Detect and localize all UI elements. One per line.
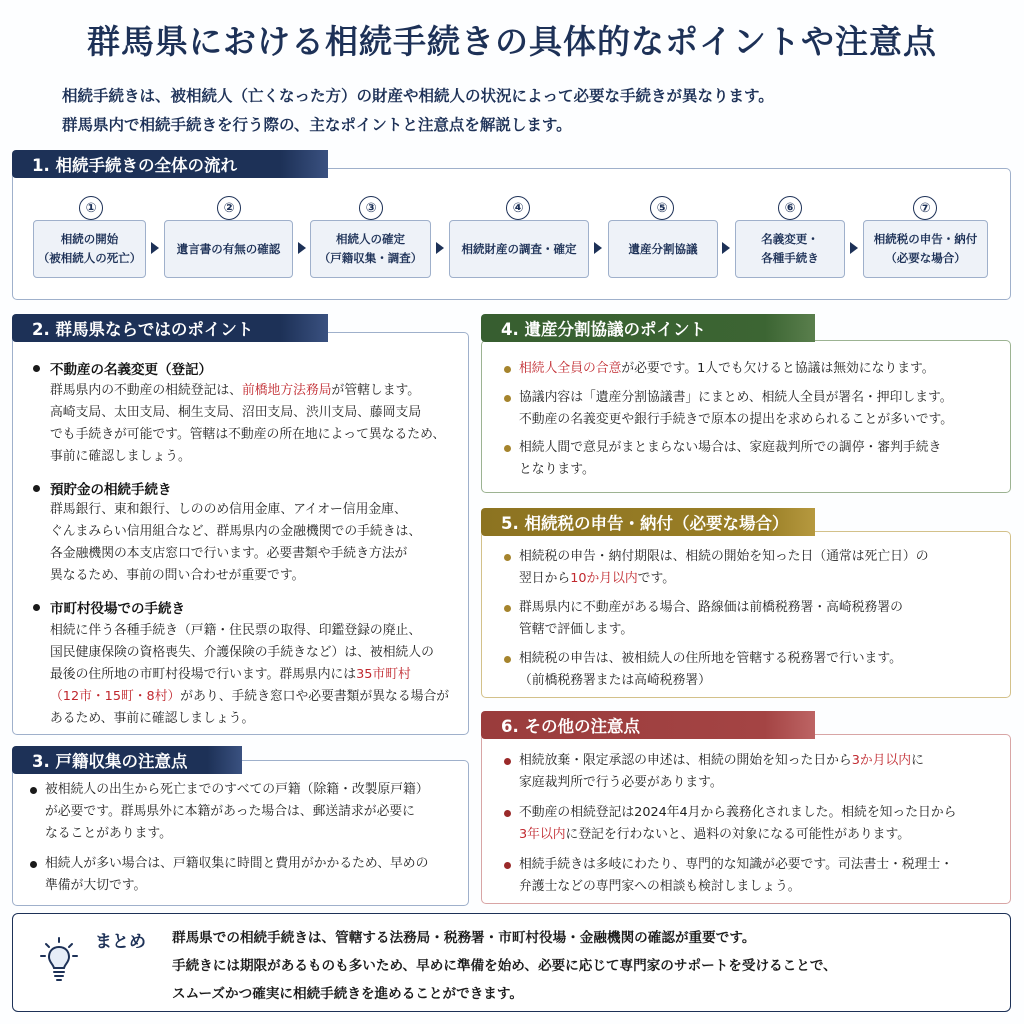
summary-text: 群馬県での相続手続きは、管轄する法務局・税務署・市町村役場・金融機関の確認が重要です。 手続きには期限があるものも多いため、早めに準備を始め、必要に応じて専門家のサポートを受けることで、 スムーズかつ確実に相続手続きを進めることができます。: [172, 930, 837, 1002]
tax-item-3: 相続税の申告は、被相続人の住所地を管轄する税務署で行います。 （前橋税務署または高崎税務署）: [519, 651, 902, 688]
step-label: 相続人の確定: [336, 232, 405, 246]
bullet-icon: [504, 366, 511, 373]
step-label: 遺産分割協議: [628, 241, 698, 256]
step-sublabel: 各種手続き: [761, 251, 819, 265]
step-sublabel: （被相続人の死亡）: [37, 251, 142, 265]
lightbulb-icon: [40, 937, 78, 985]
cityhall-title: 市町村役場での手続き: [50, 601, 185, 617]
bullet-icon: [504, 810, 511, 817]
step-label: 相続税の申告・納付: [873, 232, 978, 246]
intro-line-2: 群馬県内で相続手続きを行う際の、主なポイントと注意点を解説します。: [62, 116, 572, 134]
isan-item-3: 相続人間で意見がまとまらない場合は、家庭裁判所での調停・審判手続き となります。: [519, 440, 942, 477]
arrow-right-icon: [594, 242, 602, 254]
other-header: 6. その他の注意点: [481, 711, 815, 739]
step-number: ⑤: [650, 196, 674, 220]
flow-step-5: [608, 220, 718, 278]
flow-step-1: [33, 220, 146, 278]
step-sublabel: （必要な場合）: [885, 251, 966, 265]
page-title: 群馬県における相続手続きの具体的なポイントや注意点: [87, 22, 937, 61]
step-number: ②: [217, 196, 241, 220]
step-number: ③: [359, 196, 383, 220]
arrow-right-icon: [850, 242, 858, 254]
bullet-icon: [504, 395, 511, 402]
bullet-icon: [504, 605, 511, 612]
bullet-icon: [504, 656, 511, 663]
intro-line-1: 相続手続きは、被相続人（亡くなった方）の財産や相続人の状況によって必要な手続きが異なります。: [62, 87, 774, 105]
step-number: ⑥: [778, 196, 802, 220]
step-label: 相続の開始: [60, 232, 119, 246]
bullet-icon: [504, 445, 511, 452]
cityhall-text: 相続に伴う各種手続き（戸籍・住民票の取得、印鑑登録の廃止、 国民健康保険の資格喪失、介護保険の手続きなど）は、被相続人の 最後の住所地の市町村役場で行います。群馬県内には35市町村 （12市・15町・8村）があり、手続き窓口や必要書類が異なる場合が あるため、事前に確認しましょう。: [50, 623, 450, 726]
bullet-icon: [30, 787, 37, 794]
step-label: 遺言書の有無の確認: [176, 241, 281, 256]
deposit-text: 群馬銀行、東和銀行、しののめ信用金庫、アイオー信用金庫、 ぐんまみらい信用組合など、群馬県内の金融機関での手続きは、 各金融機関の本支店窓口で行います。必要書類や手続き方法が 異なるため、事前の問い合わせが重要です。: [50, 502, 422, 583]
other-item-2: 不動産の相続登記は2024年4月から義務化されました。相続を知った日から 3年以内に登記を行わないと、過料の対象になる可能性があります。: [519, 805, 957, 842]
tax-header: 5. 相続税の申告・納付（必要な場合）: [481, 508, 815, 536]
summary-label: まとめ: [95, 932, 146, 952]
isan-header: 4. 遺産分割協議のポイント: [481, 314, 815, 342]
isan-item-1: 相続人全員の合意が必要です。1人でも欠けると協議は無効になります。: [519, 361, 935, 376]
step-number: ①: [79, 196, 103, 220]
bullet-icon: [504, 758, 511, 765]
flow-step-4: [449, 220, 589, 278]
arrow-right-icon: [436, 242, 444, 254]
tax-item-2: 群馬県内に不動産がある場合、路線価は前橋税務署・高崎税務署の 管轄で評価します。: [519, 600, 903, 637]
bullet-icon: [504, 862, 511, 869]
step-number: ⑦: [913, 196, 937, 220]
arrow-right-icon: [151, 242, 159, 254]
realestate-text: 群馬県内の不動産の相続登記は、前橋地方法務局が管轄します。 高崎支局、太田支局、桐生支局、沼田支局、渋川支局、藤岡支局 でも手続きが可能です。管轄は不動産の所在地によって異なるため、 事前に確認しましょう。: [50, 383, 446, 464]
arrow-right-icon: [298, 242, 306, 254]
bullet-icon: [33, 365, 40, 372]
step-sublabel: （戸籍収集・調査）: [318, 251, 423, 265]
other-item-3: 相続手続きは多岐にわたり、専門的な知識が必要です。司法書士・税理士・ 弁護士などの専門家への相談も検討しましょう。: [519, 857, 954, 894]
flow-step-6: [735, 220, 845, 278]
koseki-item-1: 被相続人の出生から死亡までのすべての戸籍（除籍・改製原戸籍） が必要です。群馬県外に本籍があった場合は、郵送請求が必要に なることがあります。: [45, 782, 429, 841]
flow-step-2: [164, 220, 293, 278]
flow-step-7: [863, 220, 988, 278]
step-number: ④: [506, 196, 530, 220]
gunma-header: 2. 群馬県ならではのポイント: [12, 314, 328, 342]
tax-item-1: 相続税の申告・納付期限は、相続の開始を知った日（通常は死亡日）の 翌日から10か月以内です。: [519, 549, 929, 586]
koseki-item-2: 相続人が多い場合は、戸籍収集に時間と費用がかかるため、早めの 準備が大切です。: [45, 856, 429, 893]
bullet-icon: [33, 485, 40, 492]
flow-step-3: [310, 220, 431, 278]
step-label: 名義変更・: [761, 232, 819, 246]
flow-header: 1. 相続手続きの全体の流れ: [12, 150, 328, 178]
isan-item-2: 協議内容は「遺産分割協議書」にまとめ、相続人全員が署名・押印します。 不動産の名義変更や銀行手続きで原本の提出を求められることが多いです。: [519, 390, 954, 427]
bullet-icon: [33, 604, 40, 611]
realestate-title: 不動産の名義変更（登記）: [50, 362, 212, 378]
step-label: 相続財産の調査・確定: [461, 241, 577, 256]
bullet-icon: [30, 861, 37, 868]
deposit-title: 預貯金の相続手続き: [50, 482, 172, 498]
arrow-right-icon: [722, 242, 730, 254]
other-item-1: 相続放棄・限定承認の申述は、相続の開始を知った日から3か月以内に 家庭裁判所で行う必要があります。: [519, 753, 924, 790]
bullet-icon: [504, 554, 511, 561]
koseki-header: 3. 戸籍収集の注意点: [12, 746, 242, 774]
